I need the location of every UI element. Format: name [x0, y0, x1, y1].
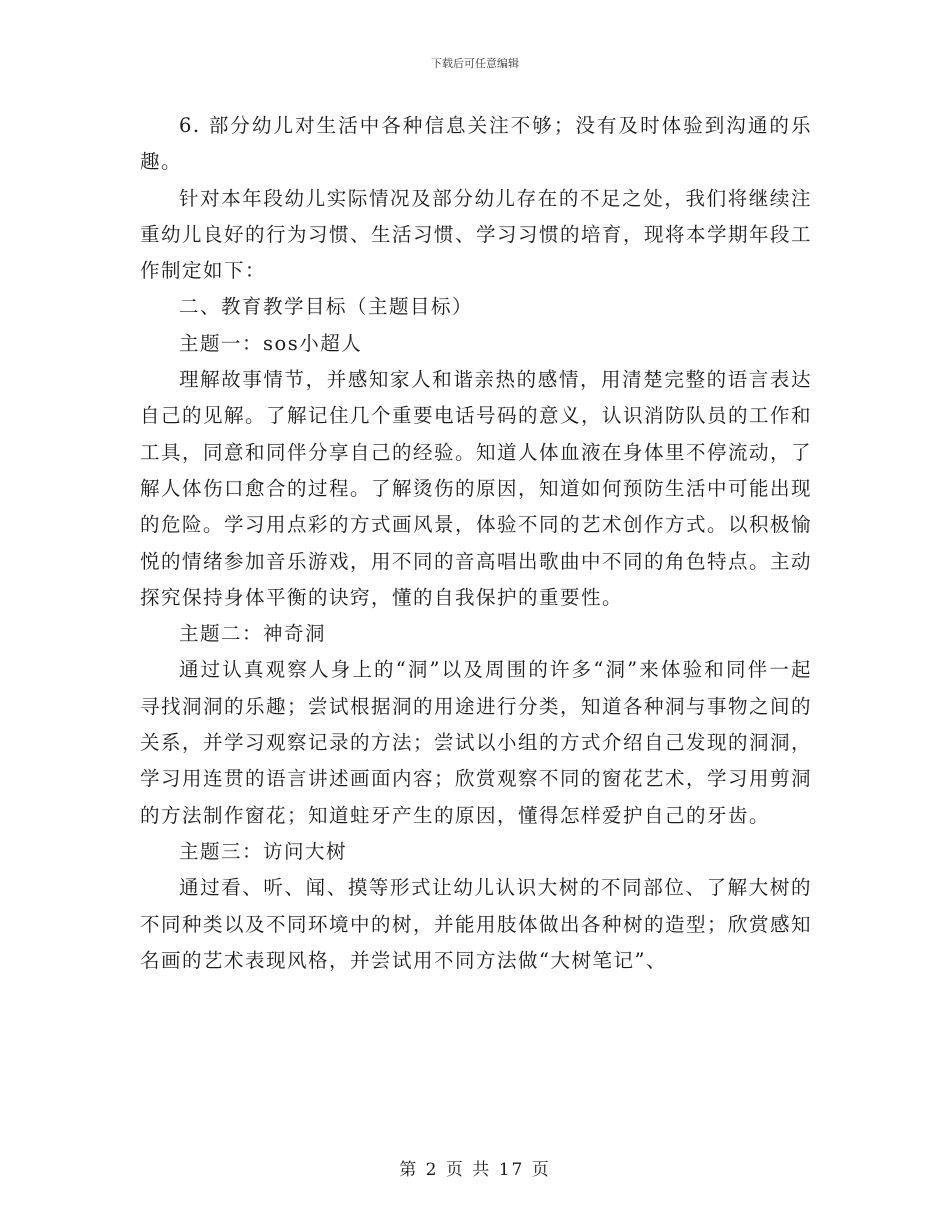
paragraph-1: 6. 部分幼儿对生活中各种信息关注不够；没有及时体验到沟通的乐趣。 — [140, 114, 812, 174]
theme-1-heading: 主题一：sos小超人 — [179, 331, 363, 355]
theme-2-body: 通过认真观察人身上的“洞”以及周围的许多“洞”来体验和同伴一起寻找洞洞的乐趣；尝试根据洞的用途进行分类，知道各种洞与事物之间的关系，并学习观察记录的方法；尝试以小组的方式介绍自己发现的洞洞，学习用连贯的语言讲述画面内容；欣赏观察不同的窗花艺术，学习用剪洞的方法制作窗花；知道蛀牙产生的原因，懂得怎样爱护自己的牙齿。 — [140, 658, 813, 827]
document-body — [140, 108, 812, 979]
theme-3-heading: 主题三：访问大树 — [179, 839, 348, 863]
paragraph-2: 针对本年段幼儿实际情况及部分幼儿存在的不足之处，我们将继续注重幼儿良好的行为习惯、生活习惯、学习习惯的培育，现将本学期年段工作制定如下： — [140, 186, 813, 283]
header-note: 下载后可任意编辑 — [431, 57, 519, 70]
section-heading-goals: 二、教育教学目标（主题目标） — [179, 295, 474, 319]
page-number: 第 2 页 共 17 页 — [399, 1160, 551, 1180]
theme-2-heading: 主题二：神奇洞 — [179, 622, 327, 646]
theme-1-body: 理解故事情节，并感知家人和谐亲热的感情，用清楚完整的语言表达自己的见解。了解记住几个重要电话号码的意义，认识消防队员的工作和工具，同意和同伴分享自己的经验。知道人体血液在身体里不停流动，了解人体伤口愈合的过程。了解烫伤的原因，知道如何预防生活中可能出现的危险。学习用点彩的方式画风景，体验不同的艺术创作方式。以积极愉悦的情绪参加音乐游戏，用不同的音高唱出歌曲中不同的角色特点。主动探究保持身体平衡的诀窍，懂的自我保护的重要性。 — [140, 368, 813, 609]
theme-3-body: 通过看、听、闻、摸等形式让幼儿认识大树的不同部位、了解大树的不同种类以及不同环境中的树，并能用肢体做出各种树的造型；欣赏感知名画的艺术表现风格，并尝试用不同方法做“大树笔记”、 — [140, 876, 813, 972]
